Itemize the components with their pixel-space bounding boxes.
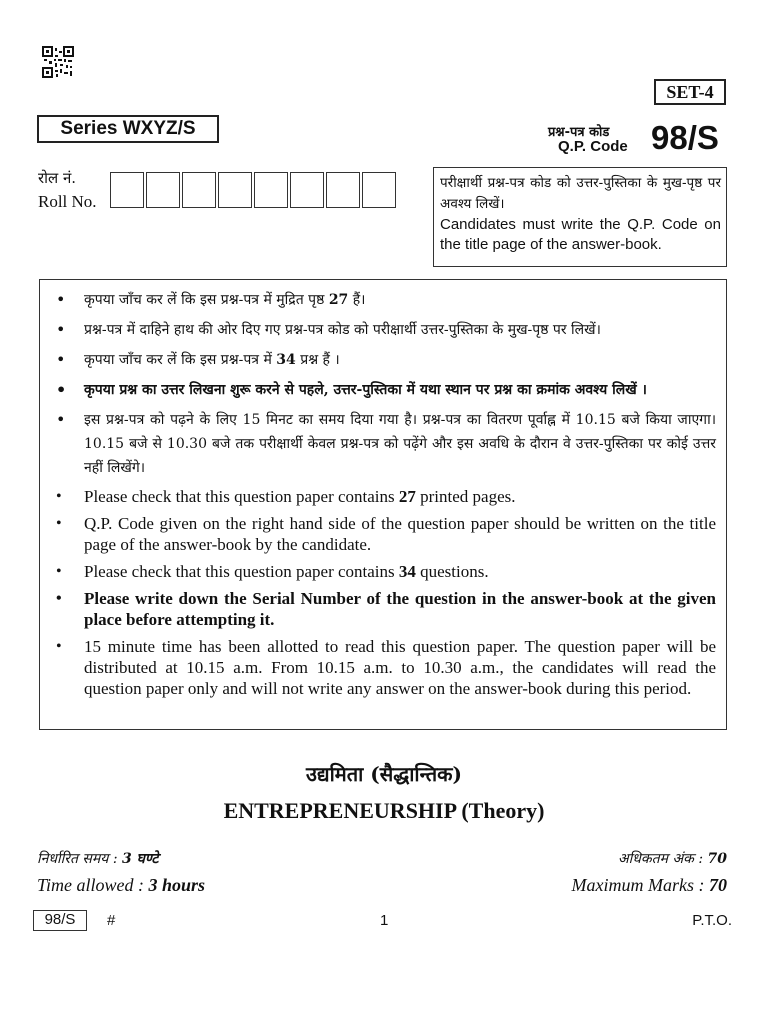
instruction-item — [50, 318, 716, 342]
instruction-text: Please write down the Serial Number of the question in the answer-book at the given place before attempting it. — [84, 589, 716, 629]
instruction-text: कृपया प्रश्न का उत्तर लिखना शुरू करने से पहले, उत्तर-पुस्तिका में यथा स्थान पर प्रश्न का क्रमांक अवश्य लिखें । — [84, 382, 647, 398]
instruction-text: कृपया जाँच कर लें कि इस प्रश्न-पत्र में मुद्रित पृष्ठ — [84, 292, 329, 308]
roll-number-box[interactable] — [182, 172, 216, 208]
roll-number-box[interactable] — [254, 172, 288, 208]
instruction-text: इस प्रश्न-पत्र को पढ़ने के लिए 15 मिनट का समय दिया गया है। प्रश्न-पत्र का वितरण पूर्वाह्न में 10.15 बजे किया जाएगा। 10.15 बजे से 10.30 बजे तक परीक्षार्थी केवल प्रश्न-पत्र को पढ़ेंगे और इस अवधि के दौरान वे उत्तर-पुस्तिका पर कोई उत्तर नहीं लिखेंगे। — [84, 412, 716, 476]
qp-code-label-hindi: प्रश्न-पत्र कोड — [548, 125, 610, 140]
notice-text-english: Candidates must write the Q.P. Code on the title page of the answer-book. — [440, 216, 721, 253]
instruction-text: Please check that this question paper contains — [84, 487, 399, 506]
bullet-icon: • — [56, 563, 62, 580]
instruction-text: प्रश्न हैं । — [295, 352, 340, 368]
instruction-text: Q.P. Code given on the right hand side of the question paper should be written on the title page of the answer-book by the candidate. — [84, 514, 716, 554]
notice-text-hindi: परीक्षार्थी प्रश्न-पत्र कोड को उत्तर-पुस्तिका के मुख-पृष्ठ पर अवश्य लिखें। — [440, 175, 721, 212]
instruction-text: प्रश्न-पत्र में दाहिने हाथ की ओर दिए गए प्रश्न-पत्र कोड को परीक्षार्थी उत्तर-पुस्तिका के मुख-पृष्ठ पर लिखें। — [84, 322, 601, 338]
subject-title-hindi: उद्यमिता (सैद्धान्तिक) — [306, 762, 462, 786]
instruction-item — [50, 348, 716, 372]
roll-number-label-hindi: रोल नं. — [38, 169, 77, 187]
instructions-box — [39, 279, 727, 730]
roll-number-box[interactable] — [218, 172, 252, 208]
bullet-icon: • — [56, 590, 62, 607]
instruction-text: Please check that this question paper contains — [84, 562, 399, 581]
time-label: Time allowed : — [37, 875, 149, 895]
qp-code-value: 98/S — [651, 119, 719, 156]
time-label-hindi: निर्धारित समय : — [37, 851, 122, 867]
maximum-marks-hindi — [618, 849, 727, 868]
series-label: Series WXYZ/S — [37, 115, 219, 143]
roll-number-label: Roll No. — [38, 192, 97, 211]
footer-code: 98/S — [33, 910, 87, 931]
set-number-badge: SET-4 — [654, 79, 726, 105]
instruction-item — [50, 636, 716, 699]
instruction-text: questions. — [415, 562, 489, 581]
bullet-icon: • — [56, 410, 66, 429]
instruction-item — [50, 486, 716, 507]
instruction-text: 15 minute time has been allotted to read this question paper. The question paper will be distributed at 10.15 a.m. From 10.15 a.m. to 10.30 a.m., the candidates will read the question paper only and will not write any answer on the answer-book during this period. — [84, 637, 716, 698]
instruction-text: 27 — [328, 292, 349, 308]
bullet-icon: • — [56, 515, 62, 532]
instruction-text: printed pages. — [415, 487, 516, 506]
marks-label-hindi: अधिकतम अंक : — [617, 851, 708, 867]
qp-code-label: Q.P. Code — [558, 138, 628, 155]
instruction-item — [50, 378, 716, 402]
time-value: 3 hours — [148, 875, 206, 895]
instruction-text: 27 — [398, 487, 416, 506]
time-allowed — [37, 875, 205, 896]
bullet-icon: • — [56, 638, 62, 655]
maximum-marks — [572, 875, 727, 896]
instruction-text: 34 — [276, 352, 296, 368]
instruction-text: 34 — [398, 562, 416, 581]
qr-code-icon — [42, 46, 74, 78]
instruction-item — [50, 408, 716, 480]
page-number: 1 — [380, 912, 389, 929]
time-value-hindi: 3 घण्टे — [122, 851, 159, 867]
marks-label: Maximum Marks : — [571, 875, 709, 895]
instruction-item — [50, 588, 716, 630]
bullet-icon: • — [56, 350, 66, 369]
marks-value: 70 — [709, 875, 727, 895]
bullet-icon: • — [56, 488, 62, 505]
footer-hash: # — [107, 912, 116, 929]
roll-number-box[interactable] — [110, 172, 144, 208]
qp-code-notice — [433, 167, 727, 267]
roll-number-box[interactable] — [290, 172, 324, 208]
roll-number-boxes[interactable] — [110, 172, 398, 208]
bullet-icon: • — [56, 320, 66, 339]
pto-label: P.T.O. — [692, 912, 732, 929]
instruction-text: कृपया जाँच कर लें कि इस प्रश्न-पत्र में — [84, 352, 277, 368]
instruction-text: हैं। — [348, 292, 366, 308]
time-allowed-hindi — [37, 849, 158, 868]
roll-number-box[interactable] — [146, 172, 180, 208]
roll-number-box[interactable] — [362, 172, 396, 208]
subject-title: ENTREPRENEURSHIP (Theory) — [223, 798, 545, 823]
instruction-item — [50, 561, 716, 582]
instruction-item — [50, 288, 716, 312]
instructions-list — [50, 288, 716, 699]
bullet-icon: • — [56, 380, 67, 399]
instruction-item — [50, 513, 716, 555]
marks-value-hindi: 70 — [707, 851, 727, 867]
roll-number-box[interactable] — [326, 172, 360, 208]
bullet-icon: • — [56, 290, 66, 309]
